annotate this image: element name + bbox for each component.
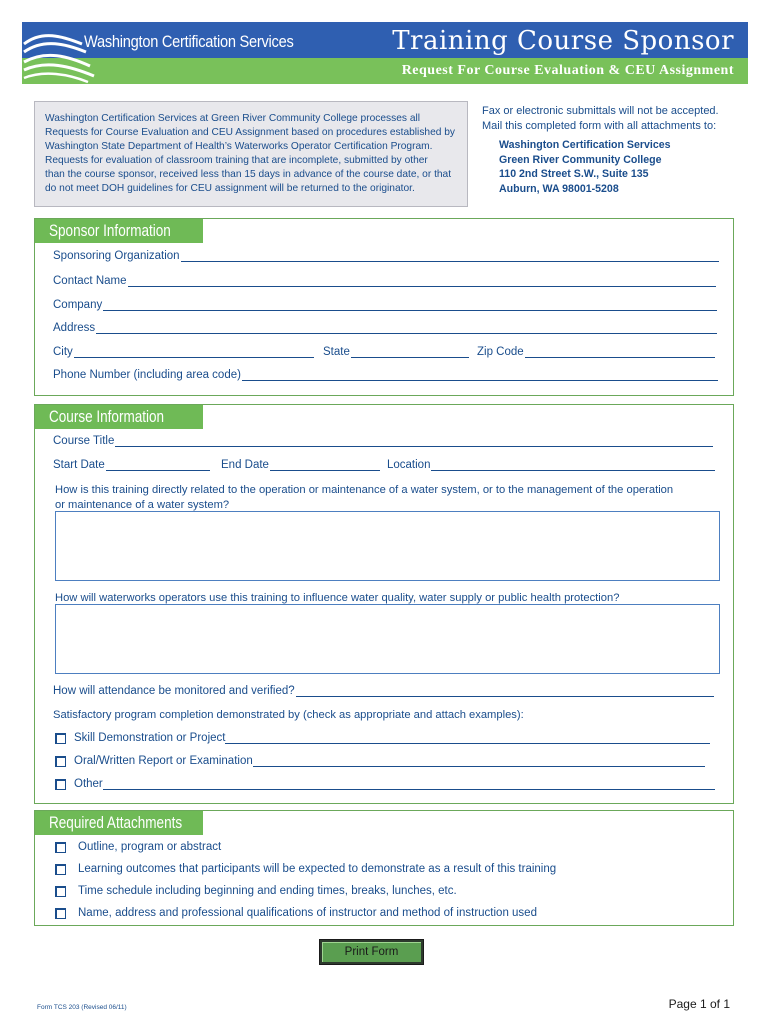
start-date-field[interactable] [53, 459, 210, 471]
attendance-input[interactable] [296, 685, 714, 697]
field-label: End Date [221, 459, 269, 471]
section-heading: Course Information [35, 405, 203, 429]
mailing-address [499, 138, 744, 196]
attachment-label: Name, address and professional qualifications of instructor and method of instruction used [78, 907, 537, 919]
city-field[interactable] [53, 346, 314, 358]
outline-checkbox[interactable] [55, 842, 66, 853]
mail-note: Mail this completed form with all attachments to: [482, 119, 717, 132]
instructor-checkbox[interactable] [55, 908, 66, 919]
page-title: Training Course Sponsor [392, 26, 734, 56]
question-line: How is this training directly related to the operation or maintenance of a water system, or to the management of the operation [55, 484, 674, 496]
attachment-label: Time schedule including beginning and ending times, breaks, lunches, etc. [78, 885, 457, 897]
learning-outcomes-checkbox[interactable] [55, 864, 66, 875]
start-date-input[interactable] [106, 459, 210, 471]
organization-name: Washington Certification Services [84, 32, 294, 51]
field-label: Course Title [53, 435, 115, 447]
end-date-field[interactable] [221, 459, 380, 471]
option-label: Other [74, 778, 103, 790]
address-field[interactable] [53, 322, 717, 334]
question-line: or maintenance of a water system? [55, 499, 230, 511]
sponsoring-organization-input[interactable] [181, 250, 719, 262]
contact-name-field[interactable] [53, 275, 716, 287]
intro-line: do not meet DOH guidelines for CEU assignment will be returned to the originator. [45, 183, 415, 194]
field-label: Contact Name [53, 275, 127, 287]
company-input[interactable] [103, 299, 717, 311]
intro-line: Requests for Course Evaluation and CEU Assignment based on procedures established by [45, 127, 456, 138]
company-field[interactable] [53, 299, 717, 311]
skill-demonstration-input[interactable] [225, 732, 710, 744]
zip-code-input[interactable] [525, 346, 715, 358]
attachment-learning-outcomes[interactable] [55, 863, 556, 875]
address-line: Auburn, WA 98001-5208 [499, 182, 619, 195]
field-label: Company [53, 299, 103, 311]
field-label: Location [387, 459, 431, 471]
other-checkbox[interactable] [55, 779, 66, 790]
intro-notice [34, 101, 468, 207]
field-label: How will attendance be monitored and verified? [53, 685, 295, 697]
address-line: Washington Certification Services [499, 139, 671, 151]
attachment-outline[interactable] [55, 841, 221, 853]
field-label: City [53, 346, 73, 358]
field-label: Address [53, 322, 96, 334]
zip-code-field[interactable] [477, 346, 715, 358]
state-input[interactable] [351, 346, 469, 358]
option-skill-demonstration[interactable] [55, 732, 710, 744]
field-label: Zip Code [477, 346, 524, 358]
oral-written-input[interactable] [253, 755, 705, 767]
intro-line: than the course sponsor, received less than 15 days in advance of the course date, or that [45, 169, 452, 180]
question-relation [55, 483, 723, 513]
address-input[interactable] [96, 322, 717, 334]
intro-line: Washington State Department of Health’s Waterworks Operator Certification Program. [45, 141, 433, 152]
section-heading: Sponsor Information [35, 219, 203, 243]
influence-answer-textarea[interactable] [55, 604, 720, 674]
relation-answer-textarea[interactable] [55, 511, 720, 581]
attachment-time-schedule[interactable] [55, 885, 457, 897]
form-identifier: Form TCS 203 (Revised 06/11) [37, 1004, 127, 1011]
city-input[interactable] [74, 346, 314, 358]
phone-number-field[interactable] [53, 369, 718, 381]
phone-number-input[interactable] [242, 369, 718, 381]
page-subtitle: Request For Course Evaluation & CEU Assignment [401, 63, 734, 78]
field-label: Sponsoring Organization [53, 250, 180, 262]
section-heading: Required Attachments [35, 811, 203, 835]
field-label: Start Date [53, 459, 105, 471]
print-form-button[interactable]: Print Form [320, 940, 423, 964]
other-input[interactable] [103, 778, 715, 790]
question-influence: How will waterworks operators use this training to influence water quality, water supply or public health protection? [55, 592, 620, 604]
intro-line: Washington Certification Services at Green River Community College processes all [45, 113, 421, 124]
option-oral-written[interactable] [55, 755, 705, 767]
field-label: State [323, 346, 350, 358]
attachment-label: Outline, program or abstract [78, 841, 222, 853]
contact-name-input[interactable] [128, 275, 716, 287]
location-input[interactable] [431, 459, 715, 471]
attachment-instructor[interactable] [55, 907, 537, 919]
completion-instruction: Satisfactory program completion demonstrated by (check as appropriate and attach examples): [53, 709, 524, 721]
field-label: Phone Number (including area code) [53, 369, 241, 381]
state-field[interactable] [323, 346, 469, 358]
intro-line: Requests for evaluation of classroom training that are incomplete, submitted by other [45, 155, 428, 166]
sponsoring-organization-field[interactable] [53, 250, 719, 262]
page-number: Page 1 of 1 [668, 997, 730, 1011]
mail-note: Fax or electronic submittals will not be accepted. [482, 105, 719, 117]
course-information-section [34, 404, 734, 804]
required-attachments-section [34, 810, 734, 926]
address-line: 110 2nd Street S.W., Suite 135 [499, 168, 649, 180]
location-field[interactable] [387, 459, 715, 471]
option-label: Skill Demonstration or Project [74, 732, 226, 744]
time-schedule-checkbox[interactable] [55, 886, 66, 897]
attendance-field[interactable] [53, 685, 714, 697]
attachment-label: Learning outcomes that participants will be expected to demonstrate as a result of this training [78, 863, 557, 875]
course-title-input[interactable] [115, 435, 713, 447]
form-header [22, 22, 748, 84]
oral-written-checkbox[interactable] [55, 756, 66, 767]
option-other[interactable] [55, 778, 715, 790]
option-label: Oral/Written Report or Examination [74, 755, 253, 767]
sponsor-information-section [34, 218, 734, 396]
address-line: Green River Community College [499, 153, 662, 166]
mailing-instructions [482, 104, 744, 196]
course-title-field[interactable] [53, 435, 713, 447]
end-date-input[interactable] [270, 459, 380, 471]
skill-demonstration-checkbox[interactable] [55, 733, 66, 744]
